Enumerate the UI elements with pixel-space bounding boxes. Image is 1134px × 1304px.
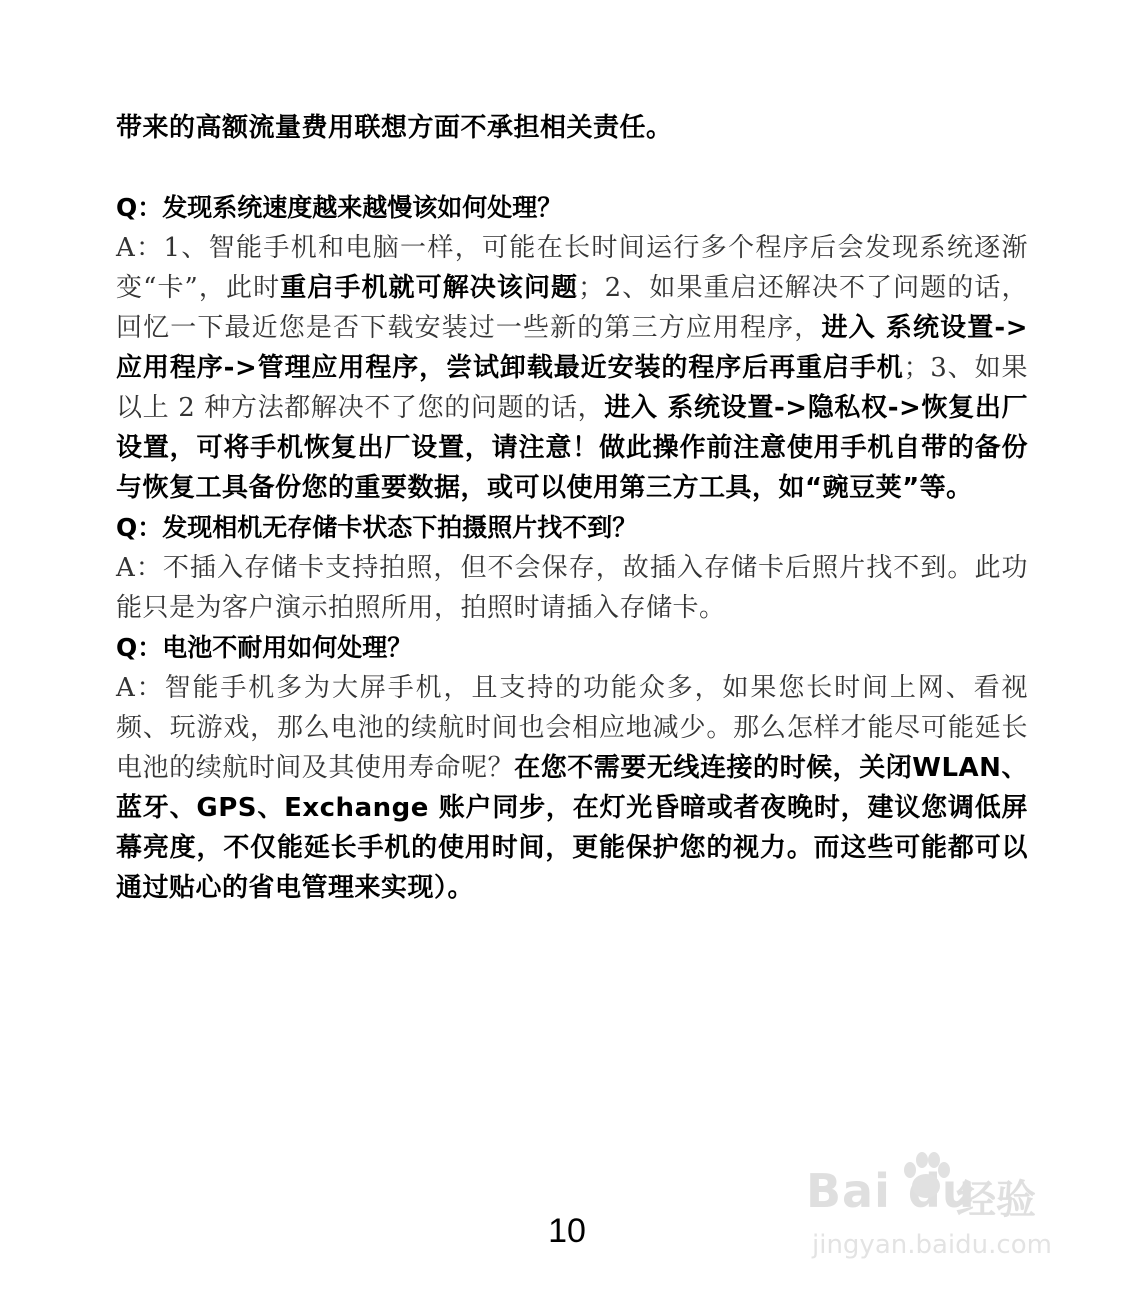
answer-bold-text: 在您不需要无线连接的时候，关闭WLAN、蓝牙、GPS、Exchange 账户同步，在灯光昏暗或者夜晚时，建议您调低屏幕亮度，不仅能延长手机的使用时间，更能保护您的视力。而这些可能都可以通过贴心的省电管理来实现）。 xyxy=(116,753,1028,903)
faq-answer xyxy=(116,668,1028,908)
answer-text: ；3、如果以上 2 种方法都解决不了您的问题的话， xyxy=(116,353,1028,423)
paw-icon xyxy=(898,1148,954,1204)
faq-question: Q：发现相机无存储卡状态下拍摄照片找不到？ xyxy=(116,513,638,542)
answer-text: A：不插入存储卡支持拍照，但不会保存，故插入存储卡后照片找不到。此功能只是为客户演示拍照所用，拍照时请插入存储卡。 xyxy=(116,553,1028,623)
watermark-cn-text: 经验 xyxy=(956,1177,1036,1223)
answer-text: A：1、智能手机和电脑一样，可能在长时间运行多个程序后会发现系统逐渐变“卡”，此时 xyxy=(116,233,1028,303)
faq-question: Q：电池不耐用如何处理？ xyxy=(116,633,413,662)
intro-line: 带来的高额流量费用联想方面不承担相关责任。 xyxy=(116,113,673,143)
spacer xyxy=(116,148,1028,188)
answer-bold-text: 重启手机就可解决该问题 xyxy=(280,273,579,303)
answer-bold-text: 进入 系统设置->应用程序->管理应用程序，尝试卸载最近安装的程序后再重启手机 xyxy=(116,313,1028,383)
document-page xyxy=(116,108,1028,908)
faq-item-1 xyxy=(116,188,1028,508)
watermark-logo-text: Bai du xyxy=(806,1164,976,1218)
watermark-url-text: jingyan.baidu.com xyxy=(812,1230,1052,1260)
answer-bold-text: 进入 系统设置->隐私权->恢复出厂设置，可将手机恢复出厂设置，请注意！做此操作前注意使用手机自带的备份与恢复工具备份您的重要数据，或可以使用第三方工具，如“豌豆荚”等。 xyxy=(116,393,1028,503)
faq-question: Q：发现系统速度越来越慢该如何处理？ xyxy=(116,193,563,222)
faq-answer xyxy=(116,548,1028,628)
page-number: 10 xyxy=(548,1212,586,1250)
answer-text: ；2、如果重启还解决不了问题的话，回忆一下最近您是否下载安装过一些新的第三方应用程序， xyxy=(116,273,1028,343)
faq-item-2 xyxy=(116,508,1028,628)
answer-text: A：智能手机多为大屏手机，且支持的功能众多，如果您长时间上网、看视频、玩游戏，那么电池的续航时间也会相应地减少。那么怎样才能尽可能延长电池的续航时间及其使用寿命呢？ xyxy=(116,673,1028,783)
faq-item-3 xyxy=(116,628,1028,908)
faq-answer xyxy=(116,228,1028,508)
